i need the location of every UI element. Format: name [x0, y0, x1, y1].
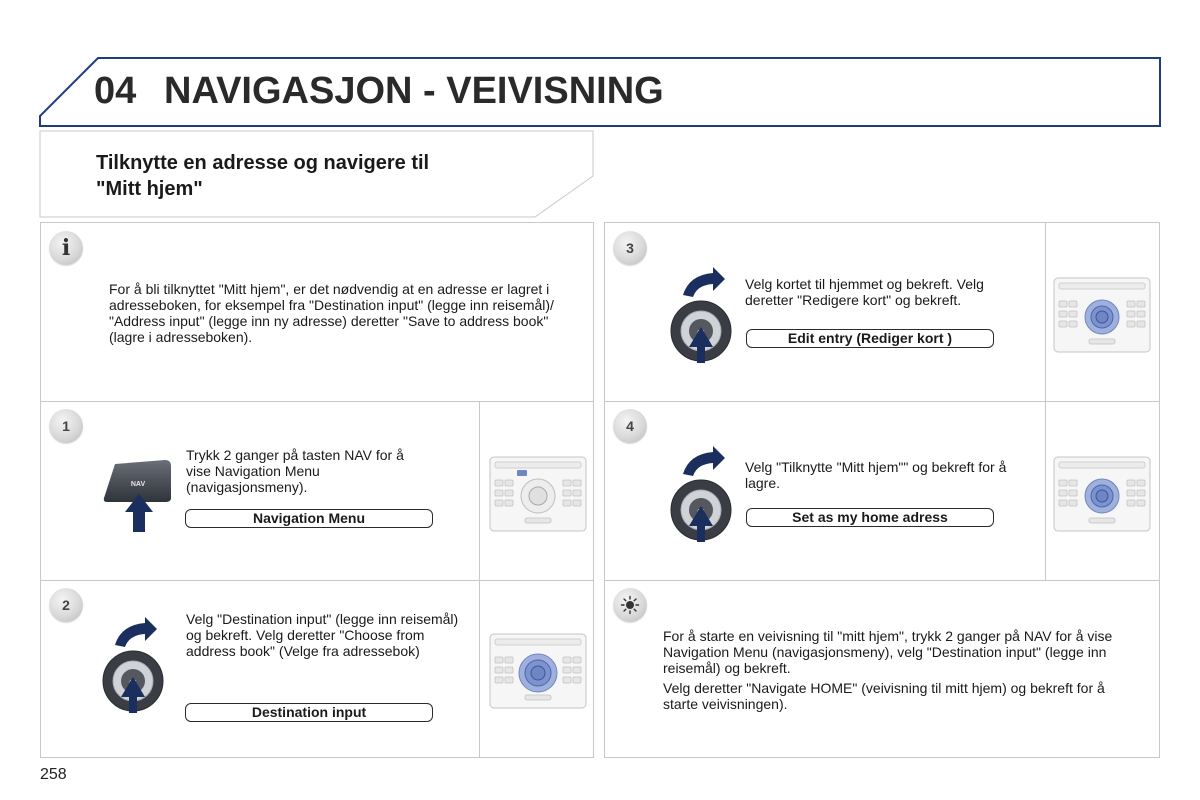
step-1-badge: 1	[49, 409, 83, 443]
section-title-line1: Tilknytte en adresse og navigere til	[96, 152, 430, 174]
tip-text	[663, 628, 1143, 712]
edit-entry-label: Edit entry (Rediger kort )	[746, 329, 994, 348]
rotary-knob-icon	[101, 613, 171, 713]
chapter-number: 04	[94, 70, 137, 112]
step-3-panel	[604, 222, 1160, 402]
nav-key-label: NAV	[130, 481, 146, 488]
section-title	[96, 150, 536, 202]
step-4-badge: 4	[613, 409, 647, 443]
step-1-panel	[40, 401, 594, 581]
step-2-badge: 2	[49, 588, 83, 622]
console-thumbnail	[489, 633, 587, 709]
console-thumbnail	[1053, 277, 1151, 353]
page-number: 258	[40, 766, 67, 783]
lightbulb-icon	[613, 588, 647, 622]
step-2-text: Velg "Destination input" (legge inn reisemål) og bekreft. Velg deretter "Choose from address book" (Velge fra adressebok)	[186, 611, 459, 659]
info-text: For å bli tilknyttet "Mitt hjem", er det nødvendig at en adresse er lagret i adresseboken, for eksempel fra "Destination input" (legge inn reisemål)/ "Address input" (legge inn ny adresse) deretter "Save to address book" (lagre i adresseboken).	[109, 281, 554, 345]
info-icon: i	[49, 231, 83, 265]
step-3-text: Velg kortet til hjemmet og bekreft. Velg deretter "Redigere kort" og bekreft.	[745, 276, 984, 308]
lightbulb-glyph	[620, 595, 640, 615]
step-2-panel	[40, 580, 594, 758]
rotary-knob-icon	[669, 442, 739, 542]
console-thumbnail	[489, 456, 587, 532]
section-title-line2: "Mitt hjem"	[96, 178, 203, 200]
nav-key-icon	[103, 456, 183, 532]
tip-paragraph-1: For å starte en veivisning til "mitt hjem", trykk 2 ganger på NAV for å vise Navigation Menu (navigasjonsmeny), velg "Destination input" (legge inn reisemål) og bekreft.	[663, 628, 1113, 676]
set-as-my-home-label: Set as my home adress	[746, 508, 994, 527]
step-3-badge: 3	[613, 231, 647, 265]
tip-paragraph-2: Velg deretter "Navigate HOME" (veivisning til mitt hjem) og bekreft for å starte veivisningen).	[663, 680, 1105, 712]
rotary-knob-icon	[669, 263, 739, 363]
destination-input-label: Destination input	[185, 703, 433, 722]
step-1-text: Trykk 2 ganger på tasten NAV for å vise Navigation Menu (navigasjonsmeny).	[186, 447, 404, 495]
navigation-menu-label: Navigation Menu	[185, 509, 433, 528]
console-thumbnail	[1053, 456, 1151, 532]
step-4-text: Velg "Tilknytte "Mitt hjem"" og bekreft for å lagre.	[745, 459, 1007, 491]
step-4-panel	[604, 401, 1160, 581]
info-panel	[40, 222, 594, 402]
tip-panel	[604, 580, 1160, 758]
chapter-title: NAVIGASJON - VEIVISNING	[164, 70, 664, 112]
